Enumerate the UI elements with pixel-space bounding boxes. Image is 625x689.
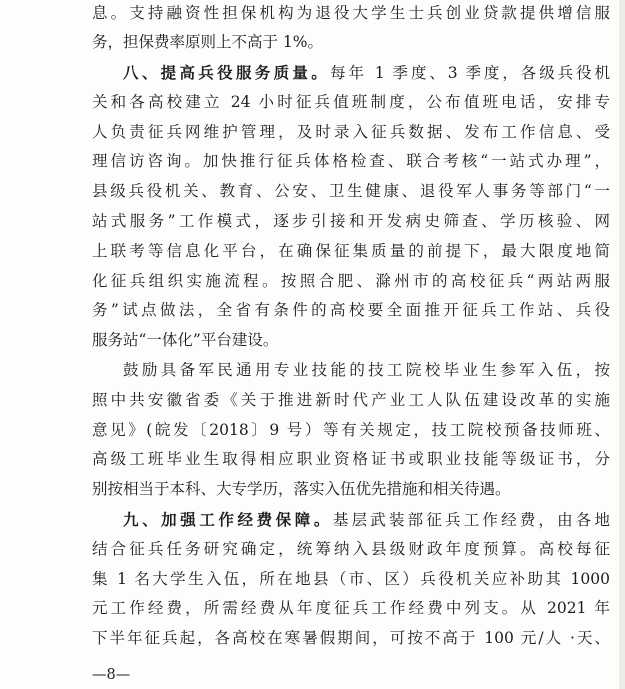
text-line: 鼓励具备军民通用专业技能的技工院校毕业生参军入伍，按 xyxy=(123,361,610,379)
text-line: 站式服务”工作模式，逐步引接和开发病史筛查、学历核验、网 xyxy=(92,212,610,230)
text-line: 意见》(皖发〔2018〕9 号）等有关规定，技工院校预备技师班、 xyxy=(92,421,610,439)
text-line: 理信访咨询。加快推行征兵体格检查、联合考核“一站式办理”， xyxy=(92,152,610,170)
text-line: 关和各高校建立 24 小时征兵值班制度，公布值班电话，安排专 xyxy=(92,93,610,111)
text-line: 集 1 名大学生入伍，所在地县（市、区）兵役机关应补助其 1000 xyxy=(92,570,610,588)
text-line: 务”试点做法，全省有条件的高校要全面推开征兵工作站、兵役 xyxy=(92,301,610,319)
text-line: 照中共安徽省委《关于推进新时代产业工人队伍建设改革的实施 xyxy=(92,391,610,409)
section-9-first-line: 九、加强工作经费保障。基层武装部征兵工作经费，由各地 xyxy=(123,510,610,529)
text-line: 高级工班毕业生取得相应职业资格证书或职业技能等级证书，分 xyxy=(92,450,610,468)
text-line: 息。支持融资性担保机构为退役大学生士兵创业贷款提供增信服 xyxy=(92,4,610,22)
text-line: 务，担保费率原则上不高于 1%。 xyxy=(92,33,324,51)
text-line: 县级兵役机关、教育、公安、卫生健康、退役军人事务等部门“一 xyxy=(92,182,610,200)
text-line: 下半年征兵起，各高校在寒暑假期间，可按不高于 100 元/人 ·天、 xyxy=(92,629,610,647)
text-line: 元工作经费，所需经费从年度征兵工作经费中列支。从 2021 年 xyxy=(92,599,610,617)
text-line: 上联考等信息化平台，在确保征集质量的前提下，最大限度地简 xyxy=(92,242,610,260)
page-edge-shadow xyxy=(619,0,625,689)
text-line: 人负责征兵网维护管理，及时录入征兵数据、发布工作信息、受 xyxy=(92,123,610,141)
section-9-heading: 九、加强工作经费保障。 xyxy=(123,510,333,529)
section-8-first-line: 八、提高兵役服务质量。每年 1 季度、3 季度，各级兵役机 xyxy=(123,63,610,82)
text-line: 别按相当于本科、大专学历，落实入伍优先措施和相关待遇。 xyxy=(92,480,511,498)
text-line: 服务站“一体化”平台建设。 xyxy=(92,331,279,349)
text-line: 结合征兵任务研究确定，统筹纳入县级财政年度预算。高校每征 xyxy=(92,540,610,558)
section-8-heading: 八、提高兵役服务质量。 xyxy=(123,63,331,82)
text-line: 化征兵组织实施流程。按照合肥、滁州市的高校征兵“两站两服 xyxy=(92,272,610,290)
page-number: —8— xyxy=(92,667,131,683)
